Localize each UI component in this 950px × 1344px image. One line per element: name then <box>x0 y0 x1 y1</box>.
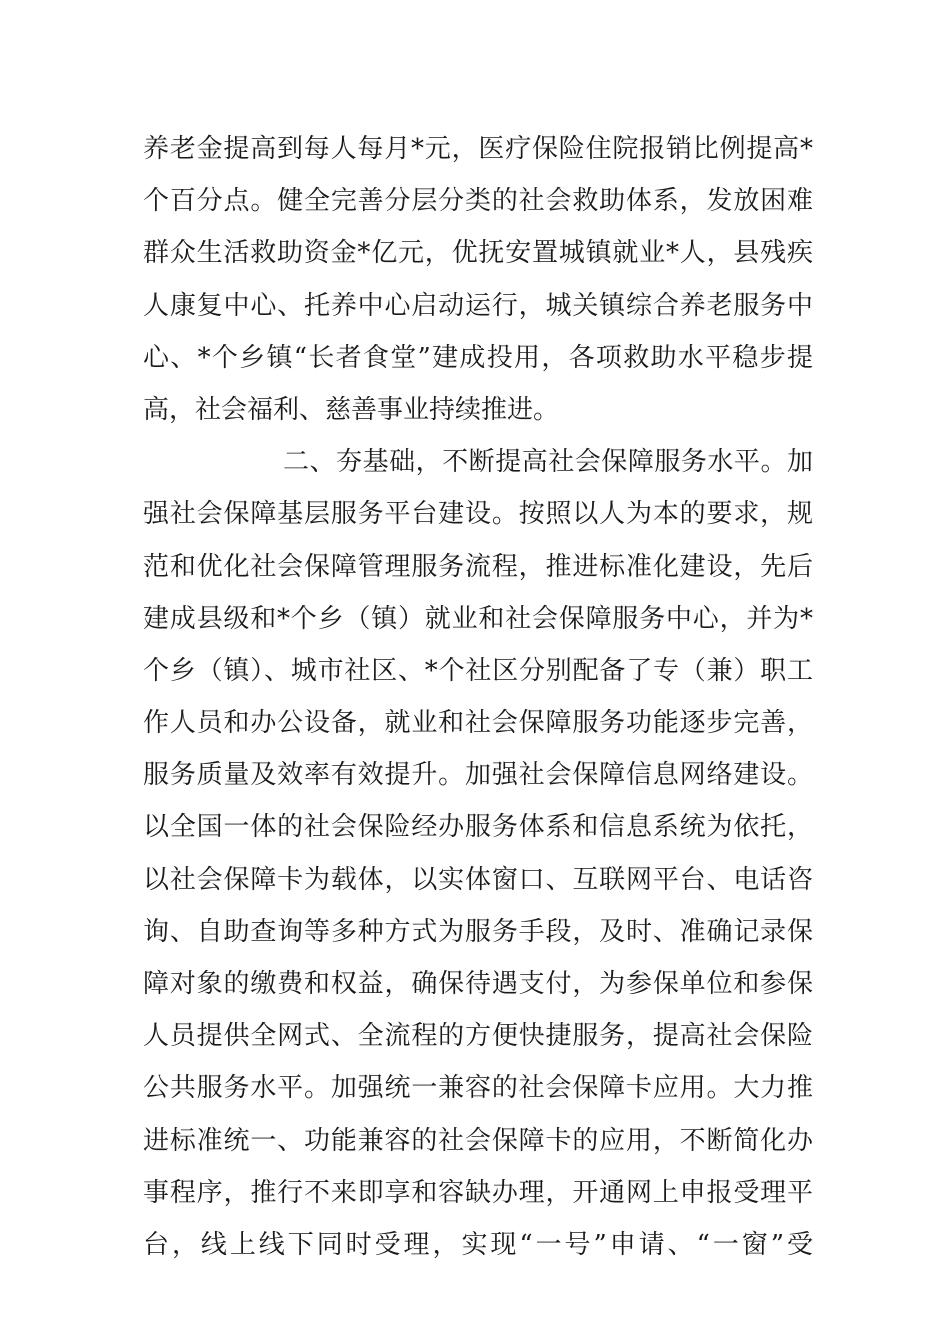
text-line: 群众生活救助资金*亿元，优抚安置城镇就业*人，县残疾 <box>143 238 813 269</box>
text-line: 公共服务水平。加强统一兼容的社会保障卡应用。大力推 <box>143 1073 813 1104</box>
text-line: 高，社会福利、慈善事业持续推进。 <box>143 394 560 425</box>
text-line: 障对象的缴费和权益，确保待遇支付，为参保单位和参保 <box>143 969 813 999</box>
text-line: 以全国一体的社会保险经办服务体系和信息系统为依托， <box>143 812 813 843</box>
text-line: 人员提供全网式、全流程的方便快捷服务，提高社会保险 <box>143 1021 813 1052</box>
text-line: 进标准统一、功能兼容的社会保障卡的应用，不断简化办 <box>143 1125 813 1156</box>
body-text <box>143 123 813 1271</box>
text-line: 询、自助查询等多种方式为服务手段，及时、准确记录保 <box>143 916 813 947</box>
text-line: 建成县级和*个乡（镇）就业和社会保障服务中心，并为* <box>143 603 813 634</box>
text-line: 服务质量及效率有效提升。加强社会保障信息网络建设。 <box>143 760 813 791</box>
text-line: 台，线上线下同时受理，实现“一号”申请、“一窗”受 <box>143 1229 813 1260</box>
section-heading-line: 二、夯基础，不断提高社会保障服务水平。加 <box>283 447 813 478</box>
text-line: 养老金提高到每人每月*元，医疗保险住院报销比例提高* <box>143 134 813 164</box>
text-line: 心、*个乡镇“长者食堂”建成投用，各项救助水平稳步提 <box>143 342 813 373</box>
text-line: 个乡（镇）、城市社区、*个社区分别配备了专（兼）职工 <box>143 655 813 686</box>
text-line: 作人员和办公设备，就业和社会保障服务功能逐步完善， <box>143 708 813 739</box>
text-line: 范和优化社会保障管理服务流程，推进标准化建设，先后 <box>143 551 813 582</box>
text-line: 个百分点。健全完善分层分类的社会救助体系，发放困难 <box>143 186 813 217</box>
text-line: 强社会保障基层服务平台建设。按照以人为本的要求，规 <box>143 499 813 530</box>
text-line: 以社会保障卡为载体，以实体窗口、互联网平台、电话咨 <box>143 864 813 895</box>
text-line: 事程序，推行不来即享和容缺办理，开通网上申报受理平 <box>143 1177 813 1208</box>
text-line: 人康复中心、托养中心启动运行，城关镇综合养老服务中 <box>143 290 813 321</box>
